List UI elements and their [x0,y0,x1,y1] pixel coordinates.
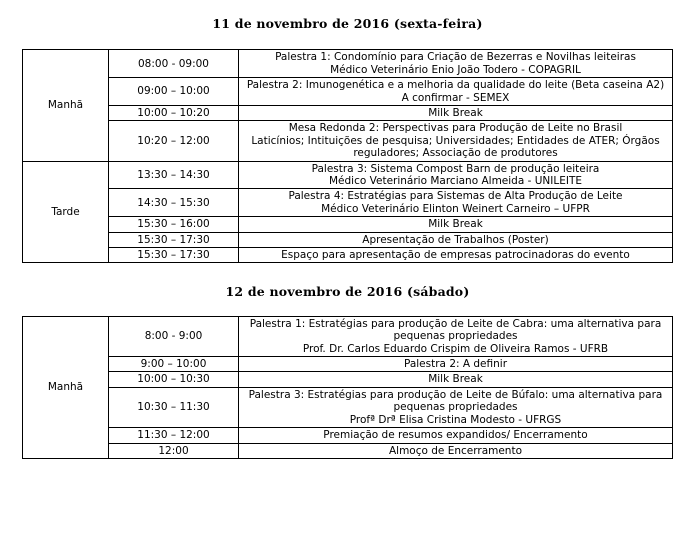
time-slot: 15:30 – 17:30 [109,248,239,263]
table-body [23,316,673,458]
schedule-table-day-2 [22,316,673,459]
time-slot: 14:30 – 15:30 [109,189,239,217]
activity-description [239,428,673,443]
table-row [23,217,673,232]
activity-line: Laticínios; Intituições de pesquisa; Universidades; Entidades de ATER; Órgãos reguladores; Associação de produtores [251,134,660,160]
time-slot: 13:30 – 14:30 [109,161,239,189]
day-2-heading: 12 de novembro de 2016 (sábado) [225,283,470,299]
time-slot: 10:30 – 11:30 [109,387,239,427]
activity-line: Médico Veterinário Enio João Todero - COPAGRIL [330,63,581,76]
activity-description [239,161,673,189]
time-slot: 15:30 – 16:00 [109,217,239,232]
activity-line: Palestra 1: Estratégias para produção de Leite de Cabra: uma alternativa para pequenas propriedades [249,317,662,343]
activity-description [239,316,673,356]
activity-description [239,50,673,78]
activity-line: Mesa Redonda 2: Perspectivas para Produção de Leite no Brasil [288,122,623,135]
table-row [23,50,673,78]
table-row [23,121,673,161]
time-slot: 08:00 - 09:00 [109,50,239,78]
activity-description [239,372,673,387]
period-label: Manhã [23,50,109,161]
day-1-heading: 11 de novembro de 2016 (sexta-feira) [212,16,483,32]
table-row [23,248,673,263]
activity-line: Milk Break [428,107,483,119]
activity-description [239,357,673,372]
activity-line: Apresentação de Trabalhos (Poster) [362,233,549,246]
table-body [23,50,673,263]
day-1-table-wrapper [0,49,695,263]
activity-description [239,217,673,232]
table-row [23,443,673,458]
time-slot: 9:00 – 10:00 [109,357,239,372]
table-row [23,428,673,443]
table-row [23,357,673,372]
period-label: Tarde [23,161,109,263]
activity-line: Palestra 2: Imunogenética e a melhoria da qualidade do leite (Beta caseina A2) [246,79,665,92]
schedule-table-day-1 [22,49,673,263]
time-slot: 10:00 – 10:20 [109,106,239,121]
activity-description [239,232,673,247]
activity-line: Prof. Dr. Carlos Eduardo Crispim de Oliveira Ramos - UFRB [302,342,609,355]
activity-line: Milk Break [428,373,483,386]
table-row [23,106,673,121]
period-label: Manhã [23,316,109,458]
activity-line: Profª Drª Elisa Cristina Modesto - UFRGS [349,413,562,426]
table-row [23,189,673,217]
table-row [23,387,673,427]
time-slot: 8:00 - 9:00 [109,316,239,356]
activity-description [239,189,673,217]
time-slot: 11:30 – 12:00 [109,428,239,443]
table-row [23,372,673,387]
activity-line: Médico Veterinário Elinton Weinert Carneiro – UFPR [321,202,590,215]
time-slot: 09:00 – 10:00 [109,78,239,106]
activity-line: Premiação de resumos expandidos/ Encerramento [323,429,588,442]
activity-line: Palestra 4: Estratégias para Sistemas de Alta Produção de Leite [288,190,623,203]
schedule-document [0,8,695,550]
activity-line: Espaço para apresentação de empresas patrocinadoras do evento [281,249,630,262]
table-row [23,232,673,247]
table-row [23,316,673,356]
activity-line: Palestra 3: Estratégias para produção de Leite de Búfalo: uma alternativa para pequenas propriedades [248,388,663,414]
activity-line: Almoço de Encerramento [388,444,523,457]
time-slot: 15:30 – 17:30 [109,232,239,247]
activity-description [239,106,673,121]
activity-description [239,78,673,106]
activity-description [239,443,673,458]
table-row [23,161,673,189]
day-2-table-wrapper [0,316,695,459]
activity-line: Médico Veterinário Marciano Almeida - UNILEITE [328,175,582,188]
activity-description [239,387,673,427]
activity-line: Palestra 2: A definir [403,358,508,371]
activity-line: Palestra 1: Condomínio para Criação de Bezerras e Novilhas leiteiras [275,51,636,64]
table-row [23,78,673,106]
time-slot: 10:20 – 12:00 [109,121,239,161]
time-slot: 10:00 – 10:30 [109,372,239,387]
activity-description [239,248,673,263]
activity-description [239,121,673,161]
activity-line: A confirmar - SEMEX [401,91,510,104]
time-slot: 12:00 [109,443,239,458]
activity-line: Milk Break [428,218,483,231]
activity-line: Palestra 3: Sistema Compost Barn de produção leiteira [311,162,600,175]
